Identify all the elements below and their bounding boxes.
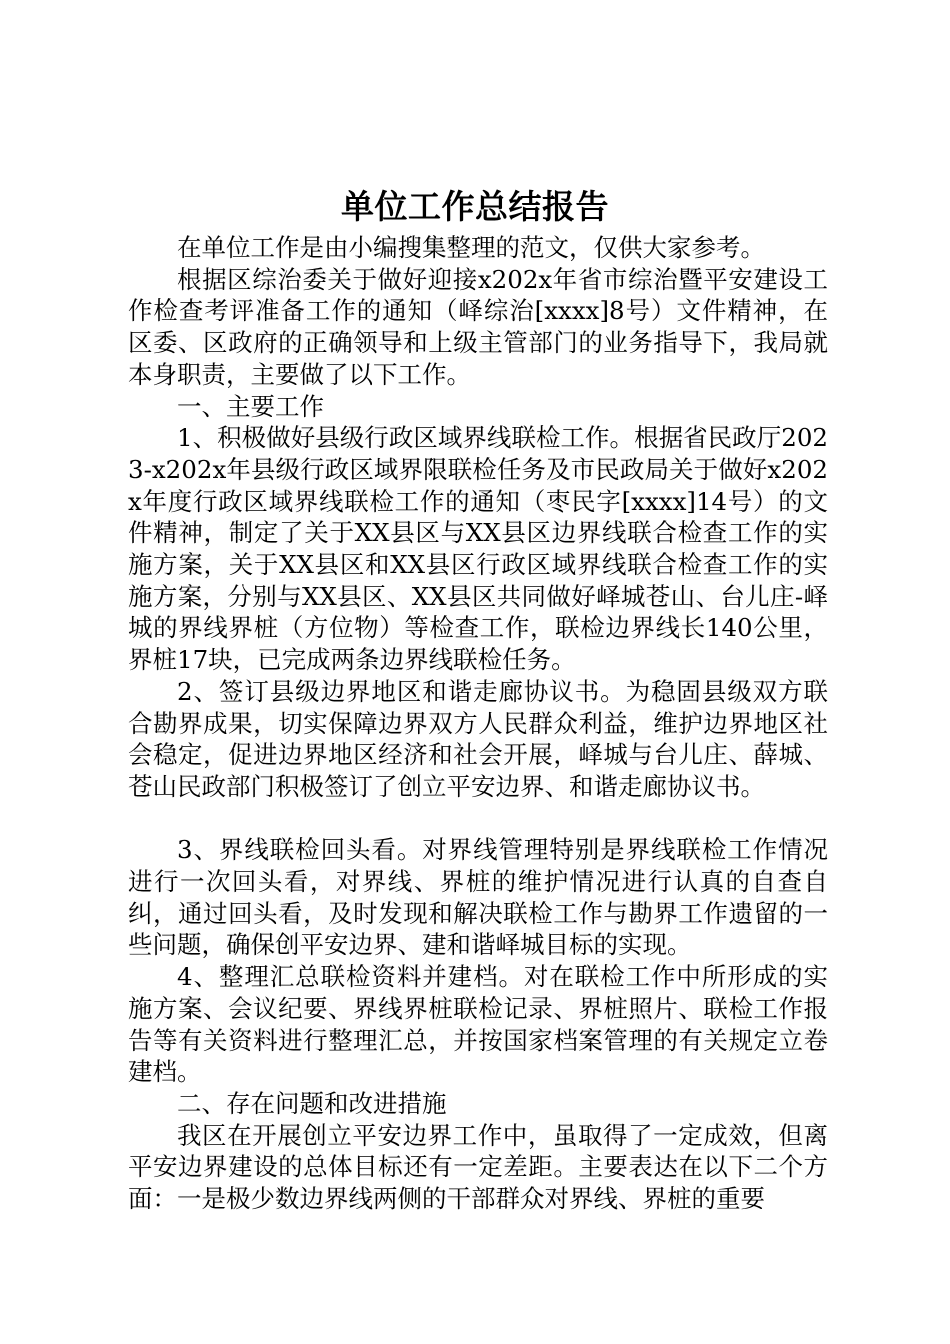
paragraph-item-1: 1、积极做好县级行政区域界线联检工作。根据省民政厅2023-x202x年县级行政区域界限联检任务及市民政局关于做好x202x年度行政区域界线联检工作的通知（枣民字[xxxx]14号）的文件精神，制定了关于XX县区与XX县区边界线联合检查工作的实施方案，关于XX县区和XX县区行政区域界线联合检查工作的实施方案，分别与XX县区、XX县区共同做好峄城苍山、台儿庄-峄城的界线界桩（方位物）等检查工作，联检边界线长140公里，界桩17块，已完成两条边界线联检任务。 [128, 423, 828, 675]
document-title: 单位工作总结报告 [341, 187, 609, 226]
paragraph-item-3: 3、界线联检回头看。对界线管理特别是界线联检工作情况进行一次回头看，对界线、界桩的维护情况进行认真的自查自纠，通过回头看，及时发现和解决联检工作与勘界工作遗留的一些问题，确保创平安边界、建和谐峄城目标的实现。 [128, 835, 828, 960]
document-body [128, 232, 828, 1215]
section-heading-main-work: 一、主要工作 [177, 391, 324, 421]
paragraph-item-4: 4、整理汇总联检资料并建档。对在联检工作中所形成的实施方案、会议纪要、界线界桩联检记录、界桩照片、联检工作报告等有关资料进行整理汇总，并按国家档案管理的有关规定立卷建档。 [128, 962, 828, 1087]
paragraph-item-2: 2、签订县级边界地区和谐走廊协议书。为稳固县级双方联合勘界成果，切实保障边界双方人民群众利益，维护边界地区社会稳定，促进边界地区经济和社会开展，峄城与台儿庄、薛城、苍山民政部门积极签订了创立平安边界、和谐走廊协议书。 [128, 676, 828, 801]
section-heading-problems: 二、存在问题和改进措施 [177, 1088, 447, 1118]
paragraph-problems: 我区在开展创立平安边界工作中，虽取得了一定成效，但离平安边界建设的总体目标还有一定差距。主要表达在以下二个方面：一是极少数边界线两侧的干部群众对界线、界桩的重要 [128, 1120, 828, 1214]
paragraph-background: 根据区综治委关于做好迎接x202x年省市综治暨平安建设工作检查考评准备工作的通知（峄综治[xxxx]8号）文件精神，在区委、区政府的正确领导和上级主管部门的业务指导下，我局就本身职责，主要做了以下工作。 [128, 264, 828, 389]
paragraph-intro: 在单位工作是由小编搜集整理的范文，仅供大家参考。 [177, 233, 765, 262]
